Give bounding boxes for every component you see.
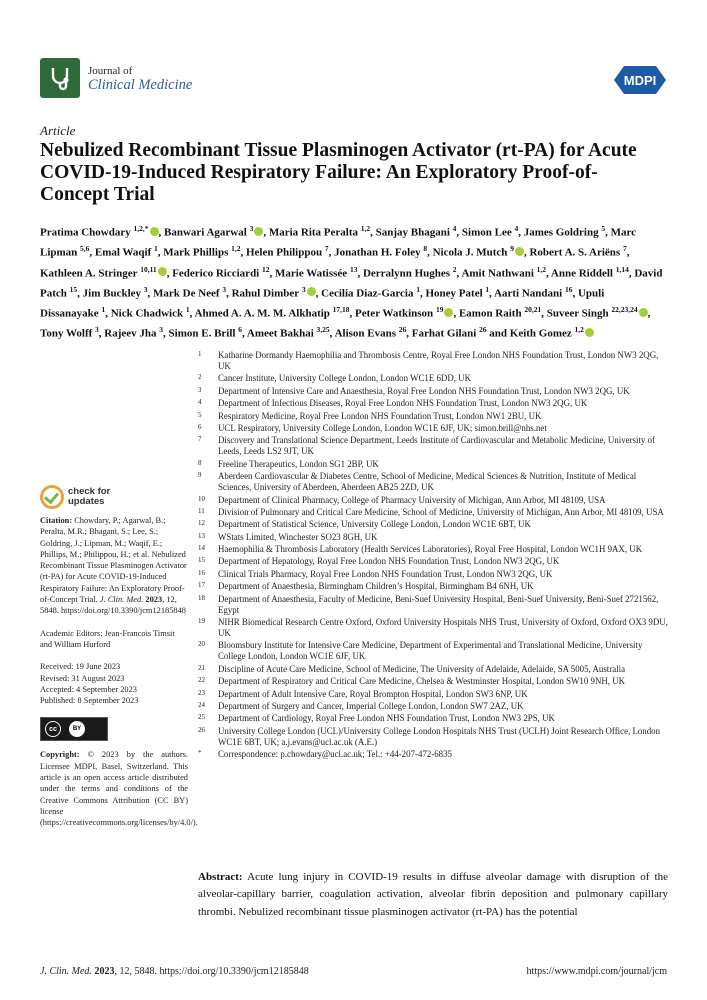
author-name: Honey Patel: [425, 287, 483, 300]
cc-icon: cc: [45, 721, 61, 737]
affiliation-item: [198, 544, 670, 555]
affiliation-item: [198, 398, 670, 409]
author-name: Mark De Neef: [153, 287, 220, 300]
author-name: Alison Evans: [334, 327, 397, 340]
author-name: Ahmed A. A. M. M. Alkhatip: [194, 307, 330, 320]
affiliation-text: Katharine Dormandy Haemophilia and Thrombosis Centre, Royal Free London NHS Foundation Trust, London NW3 2QG, UK: [218, 350, 659, 371]
author-name: Helen Philippou: [245, 246, 323, 259]
footer-journal: J. Clin. Med.: [40, 966, 92, 977]
affiliation-text: Department of Statistical Science, University College London, London WC1E 6BT, UK: [218, 519, 531, 530]
affiliation-item: [198, 569, 670, 580]
author-name: Jim Buckley: [82, 287, 142, 300]
copyright-block: [40, 749, 198, 828]
affiliation-item: [198, 532, 670, 543]
academic-editors: Academic Editors: Jean-Francois Timsit and William Hurford: [40, 628, 175, 649]
affiliation-number: 15: [198, 556, 205, 565]
affiliation-number: 11: [198, 506, 205, 515]
publisher-name: MDPI: [623, 73, 657, 88]
revised-date: Revised: 31 August 2023: [40, 673, 125, 683]
copyright-label: Copyright:: [40, 750, 80, 760]
affiliation-text: Department of Anaesthesia, Birmingham Children’s Hospital, Birmingham B4 6NH, UK: [218, 581, 534, 592]
affiliation-number: 12: [198, 519, 205, 528]
affiliation-text: Discipline of Acute Care Medicine, School of Medicine, The University of Adelaide, Adelaide, SA 5005, Australia: [218, 663, 626, 674]
affiliation-text: Discovery and Translational Science Department, Leeds Institute of Cardiovascular and Metabolic Medicine, University of Leeds, Leeds LS2 9JT, UK: [218, 435, 655, 457]
author-name: Aarti Nandani: [494, 287, 563, 300]
author-affiliation-sup: 1: [485, 284, 490, 294]
affiliation-item: [198, 495, 670, 506]
author-name: Nick Chadwick: [110, 307, 184, 320]
affiliation-number: 5: [198, 410, 202, 419]
accepted-date: Accepted: 4 September 2023: [40, 684, 137, 694]
affiliation-item: [198, 676, 670, 687]
author-affiliation-sup: 8: [423, 244, 428, 254]
cc-by-license-badge[interactable]: [40, 717, 108, 741]
affiliation-number: 3: [198, 385, 202, 394]
affiliation-number: 4: [198, 398, 202, 407]
abstract-text: Acute lung injury in COVID-19 results in diffuse alveolar damage with disruption of the alveolar-capillary barrier, coagulation activation, alveolar fibrin deposition and pulmonary capillary thrombi. Nebulized recombinant tissue plasminogen activator (rt-PA) has the potential: [198, 871, 668, 918]
author-name: Anne Riddell: [550, 267, 613, 280]
author-affiliation-sup: 3: [249, 224, 254, 233]
author-affiliation-sup: 26: [398, 325, 407, 335]
affiliation-text: Department of Adult Intensive Care, Royal Brompton Hospital, London SW3 6NP, UK: [218, 688, 528, 699]
affiliation-text: Department of Clinical Pharmacy, College of Pharmacy University of Michigan, Ann Arbor, MI 48109, USA: [218, 494, 606, 505]
published-date: Published: 8 September 2023: [40, 696, 139, 706]
affiliation-item: [198, 471, 670, 493]
affiliation-number: 17: [198, 581, 205, 590]
affiliation-text: WStats Limited, Winchester SO23 8GH, UK: [218, 531, 378, 542]
author-affiliation-sup: 3: [301, 284, 306, 294]
author-affiliation-sup: 12: [262, 264, 270, 274]
article-type: Article: [40, 123, 76, 138]
author-affiliation-sup: 1,2: [360, 224, 371, 233]
affiliation-item: [198, 749, 670, 760]
author-affiliation-sup: 1,2: [536, 264, 546, 274]
author-name: James Goldring: [523, 226, 599, 239]
author-affiliation-sup: 5: [601, 224, 606, 233]
author-name: Simon Lee: [461, 226, 512, 239]
author-name: Eamon Raith: [458, 307, 522, 320]
affiliation-number: 2: [198, 373, 202, 382]
affiliation-text: Clinical Trials Pharmacy, Royal Free London NHS Foundation Trust, London NW3 2QG, UK: [218, 568, 553, 579]
affiliation-item: [198, 701, 670, 712]
author-affiliation-sup: 6: [238, 325, 242, 335]
affiliation-item: [198, 373, 670, 384]
author-name: Jonathan H. Foley: [334, 246, 421, 259]
citation-doi[interactable]: , 12, 5848. https://doi.org/10.3390/jcm12185848: [40, 595, 186, 616]
affiliation-text: Department of Intensive Care and Anaesthesia, Royal Free London NHS Foundation Trust, London NW3 2QG, UK: [218, 385, 630, 396]
affiliation-item: [198, 507, 670, 518]
author-name: Simon E. Brill: [168, 327, 236, 340]
author-affiliation-sup: 1,2: [574, 325, 584, 335]
author-affiliation-sup: 16: [564, 284, 573, 294]
author-name: Cecilia Diaz-Garcia: [321, 287, 414, 300]
affiliation-number: 14: [198, 544, 205, 553]
author-name: Farhat Gilani: [411, 327, 477, 340]
author-affiliation-sup: 1,2,*: [133, 224, 149, 233]
affiliation-text: University College London (UCL)/University College London Hospitals NHS Trust (UCLH) Joint Research Office, London WC1E 6BT, UK; a.j.evans@ucl.ac.uk (A.E.): [218, 725, 661, 747]
author-affiliation-sup: 7: [324, 244, 329, 254]
author-affiliation-sup: 20,21: [524, 305, 542, 314]
footer-citation: [40, 966, 309, 977]
affiliation-item: [198, 519, 670, 530]
copyright-text: © 2023 by the authors. Licensee MDPI, Basel, Switzerland. This article is an open access article distributed under the terms and conditions of the Creative Commons Attribution (CC BY) license (https://creativecommons.org/licenses/by/4.0/).: [40, 750, 198, 828]
journal-name: Clinical Medicine: [88, 77, 193, 93]
author-name: Ameet Bakhai: [246, 327, 314, 340]
affiliation-number: 20: [198, 640, 205, 649]
orcid-icon[interactable]: [444, 308, 453, 317]
author-name: Keith Gomez: [509, 327, 572, 340]
author-affiliation-sup: 1: [101, 305, 106, 314]
affiliation-number: 8: [198, 458, 202, 467]
orcid-icon[interactable]: [515, 247, 524, 256]
orcid-icon[interactable]: [639, 308, 648, 317]
affiliation-text: Cancer Institute, University College London, London WC1E 6DD, UK: [218, 373, 471, 384]
affiliation-text: Respiratory Medicine, Royal Free London NHS Foundation Trust, London NW1 2BU, UK: [218, 410, 542, 421]
affiliation-number: 19: [198, 617, 205, 626]
affiliation-number: *: [198, 749, 202, 758]
author-name: Banwari Agarwal: [164, 226, 247, 239]
affiliation-number: 24: [198, 700, 205, 709]
affiliation-number: 18: [198, 593, 205, 602]
orcid-icon[interactable]: [254, 227, 263, 236]
author-affiliation-sup: 7: [622, 244, 627, 254]
author-name: Federico Ricciardi: [172, 267, 260, 280]
check-updates-line1: check for: [68, 486, 111, 497]
citation-block: [40, 515, 188, 617]
author-affiliation-sup: 5,6: [80, 244, 90, 254]
affiliation-item: [198, 556, 670, 567]
author-affiliation-sup: 22,23,24: [611, 305, 638, 314]
author-name: Emal Waqif: [94, 246, 152, 259]
author-affiliation-sup: 4: [452, 224, 457, 233]
affiliation-item: [198, 435, 670, 457]
abstract: [198, 869, 668, 921]
author-affiliation-sup: 9: [510, 244, 514, 254]
footer-journal-url[interactable]: https://www.mdpi.com/journal/jcm: [526, 966, 667, 977]
affiliation-item: [198, 350, 670, 372]
affiliation-item: [198, 581, 670, 592]
citation-text: Chowdary, P.; Agarwal, B.; Peralta, M.R.; Bhagani, S.; Lee, S.; Goldring, J.; Lipman, M.; Waqif, E.; Phillips, M.; Philippou, H.; et al. Nebulized Recombinant Tissue Plasminogen Activator (rt-PA) for Acute COVID-19-Induced Respiratory Failure: An Exploratory Proof-of-Concept Trial.: [40, 516, 187, 605]
author-affiliation-sup: 3: [143, 284, 148, 294]
author-affiliation-sup: 3: [95, 325, 99, 335]
author-affiliation-sup: 19: [435, 305, 444, 314]
author-affiliation-sup: 2: [452, 264, 457, 274]
affiliation-text: Haemophilia & Thrombosis Laboratory (Health Services Laboratories), Royal Free Hospital, London WC1H 9AX, UK: [218, 544, 643, 555]
affiliation-text: Correspondence: p.chowdary@ucl.ac.uk; Tel.: +44-207-472-6835: [218, 749, 452, 760]
author-name: Suveer Singh: [546, 307, 609, 320]
author-name: Nicola J. Mutch: [432, 246, 508, 259]
affiliation-item: [198, 664, 670, 675]
author-name: David Patch: [40, 267, 663, 300]
affiliation-number: 13: [198, 531, 205, 540]
author-name: Pratima Chowdary: [40, 226, 131, 239]
affiliation-text: UCL Respiratory, University College London, London WC1E 6JF, UK; simon.brill@nhs.net: [218, 422, 547, 433]
author-name: Peter Watkinson: [355, 307, 434, 320]
affiliation-item: [198, 689, 670, 700]
affiliation-number: 1: [198, 350, 202, 358]
orcid-icon[interactable]: [307, 287, 316, 296]
affiliation-number: 7: [198, 435, 202, 444]
mdpi-logo[interactable]: [614, 66, 666, 94]
affiliation-item: [198, 411, 670, 422]
author-affiliation-sup: 3: [159, 325, 164, 335]
affiliation-item: [198, 726, 670, 748]
affiliation-number: 10: [198, 494, 205, 503]
author-affiliation-sup: 26: [479, 325, 487, 335]
citation-year: 2023: [145, 595, 163, 605]
check-updates-icon: [40, 485, 64, 509]
affiliation-number: 23: [198, 688, 205, 697]
author-affiliation-sup: 1: [185, 305, 190, 314]
affiliation-item: [198, 594, 670, 616]
affiliation-item: [198, 386, 670, 397]
footer-doi[interactable]: , 12, 5848. https://doi.org/10.3390/jcm12185848: [114, 966, 309, 977]
affiliation-number: 21: [198, 663, 205, 672]
affiliation-text: Freeline Therapeutics, London SG1 2BP, UK: [218, 458, 379, 469]
affiliation-text: Department of Respiratory and Critical Care Medicine, Chelsea & Westminster Hospital, London SW10 9NH, UK: [218, 676, 626, 687]
by-icon: BY: [69, 721, 85, 737]
affiliation-text: NIHR Biomedical Research Centre Oxford, Oxford University Hospitals NHS Trust, University of Oxford, Oxford OX3 9DU, UK: [218, 617, 668, 639]
article-sidebar: [40, 515, 198, 829]
check-for-updates-badge[interactable]: [40, 485, 110, 509]
author-name: Sanjay Bhagani: [375, 226, 450, 239]
author-affiliation-sup: 17,18: [332, 305, 350, 314]
citation-label: Citation:: [40, 516, 73, 525]
affiliation-item: [198, 423, 670, 434]
affiliation-text: Department of Infectious Diseases, Royal Free London NHS Foundation Trust, London NW3 2QG, UK: [218, 398, 588, 409]
author-name: Upuli Dissanayake: [40, 287, 605, 320]
orcid-icon[interactable]: [150, 227, 159, 236]
affiliation-number: 25: [198, 713, 205, 722]
orcid-icon[interactable]: [585, 328, 594, 337]
affiliation-item: [198, 459, 670, 470]
author-name: Marie Watissée: [275, 267, 348, 280]
affiliation-text: Department of Anaesthesia, Faculty of Medicine, Beni-Suef University Hospital, Beni-Suef University, Beni-Suef 2721562, Egypt: [218, 593, 659, 615]
affiliation-text: Department of Surgery and Cancer, Imperial College London, London SW7 2AZ, UK: [218, 700, 524, 711]
author-name: Derralynn Hughes: [362, 267, 451, 280]
author-name: Kathleen A. Stringer: [40, 267, 138, 280]
author-name: Rahul Dimber: [231, 287, 300, 300]
author-affiliation-sup: 1,14: [615, 264, 629, 274]
affiliation-text: Aberdeen Cardiovascular & Diabetes Centre, School of Medicine, Medical Sciences & Nutrition, Institute of Medical Sciences, University of Aberdeen, Aberdeen AB25 2ZD, UK: [218, 471, 637, 493]
affiliation-text: Division of Pulmonary and Critical Care Medicine, School of Medicine, University of Michigan, Ann Arbor, MI 48109, USA: [218, 506, 664, 517]
author-affiliation-sup: 15: [69, 284, 78, 294]
author-affiliation-sup: 1: [154, 244, 158, 254]
article-title: Nebulized Recombinant Tissue Plasminogen Activator (rt-PA) for Acute COVID-19-Induced Respiratory Failure: An Exploratory Proof-of-Concept Trial: [40, 140, 637, 205]
affiliation-item: [198, 713, 670, 724]
dates-block: [40, 661, 188, 706]
author-list: Pratima Chowdary $^{1,2,*}$ , Banwari Agarwal $^3$ , Maria Rita Peralta $^{1,2}$, Sanjay Bhagani $^4$, Simon Lee $^4$, James Goldring $^5$, Marc Lipman $^{5,6}$, Emal Waqif $^1$, Mark Phillips $^{1,2}$, Helen Philippou $^7$, Jonathan H. Foley $^8$, Nicola J. Mutch $^9$ , Robert A. S. Ariëns $^7$, Kathleen A. Stringer $^{10,11}$ , Federico Ricciardi $^{12}$, Marie Watissée $^{13}$, Derralynn Hughes $^2$, Amit Nathwani $^{1,2}$, Anne Riddell $^{1,14}$, David Patch $^{15}$, Jim Buckley $^3$, Mark De Neef $^3$, Rahul Dimber $^3$ , Cecilia Diaz-Garcia $^1$, Honey Patel $^1$, Aarti Nandani $^{16}$, Upuli Dissanayake $^1$, Nick Chadwick $^1$, Ahmed A. A. M. M. Alkhatip $^{17,18}$, Peter Watkinson $^{19}$ , Eamon Raith $^{20,21}$, Suveer Singh $^{22,23,24}$ , Tony Wolff $^3$, Rajeev Jha $^3$, Simon E. Brill $^6$, Ameet Bakhai $^{3,25}$, Alison Evans $^{26}$, Farhat Gilani $^{26}$ and Keith Gomez $^{1,2}$: [40, 224, 663, 340]
received-date: Received: 19 June 2023: [40, 662, 121, 672]
author-name: Rajeev Jha: [104, 327, 157, 340]
author-affiliation-sup: 3,25: [316, 325, 330, 335]
affiliation-text: Department of Cardiology, Royal Free London NHS Foundation Trust, London NW3 2PS, UK: [218, 713, 555, 724]
journal-logo[interactable]: [40, 58, 192, 98]
author-affiliation-sup: 1: [416, 284, 420, 294]
affiliation-number: 6: [198, 422, 202, 431]
author-affiliation-sup: 10,11: [140, 264, 157, 274]
author-name: Amit Nathwani: [461, 267, 534, 280]
stethoscope-icon: [40, 58, 80, 98]
author-name: Tony Wolff: [40, 327, 93, 340]
affiliation-item: [198, 617, 670, 639]
affiliation-text: Bloomsbury Institute for Intensive Care Medicine, Department of Experimental and Translational Medicine, University College London, London WC1E 6JF, UK: [218, 640, 643, 662]
affiliation-number: 22: [198, 676, 205, 685]
affiliation-number: 16: [198, 568, 205, 577]
author-affiliation-sup: 13: [349, 264, 358, 274]
author-name: Mark Phillips: [163, 246, 229, 259]
author-name: Maria Rita Peralta: [268, 226, 358, 239]
check-updates-line2: updates: [68, 496, 105, 507]
affiliation-number: 9: [198, 471, 202, 480]
author-affiliation-sup: 1,2: [231, 244, 241, 254]
footer-year: 2023: [94, 966, 115, 977]
author-affiliation-sup: 4: [514, 224, 519, 233]
author-name: Marc Lipman: [40, 226, 637, 259]
journal-of: Journal of: [88, 65, 133, 77]
author-affiliation-sup: 3: [222, 284, 227, 294]
orcid-icon[interactable]: [158, 267, 167, 276]
affiliation-number: 26: [198, 725, 205, 734]
author-name: Robert A. S. Ariëns: [529, 246, 621, 259]
citation-journal: J. Clin. Med.: [99, 595, 144, 605]
affiliation-text: Department of Hepatology, Royal Free London NHS Foundation Trust, London NW3 2QG, UK: [218, 556, 560, 567]
affiliation-list: [198, 350, 670, 762]
affiliation-item: [198, 640, 670, 662]
abstract-label: Abstract:: [198, 871, 243, 883]
